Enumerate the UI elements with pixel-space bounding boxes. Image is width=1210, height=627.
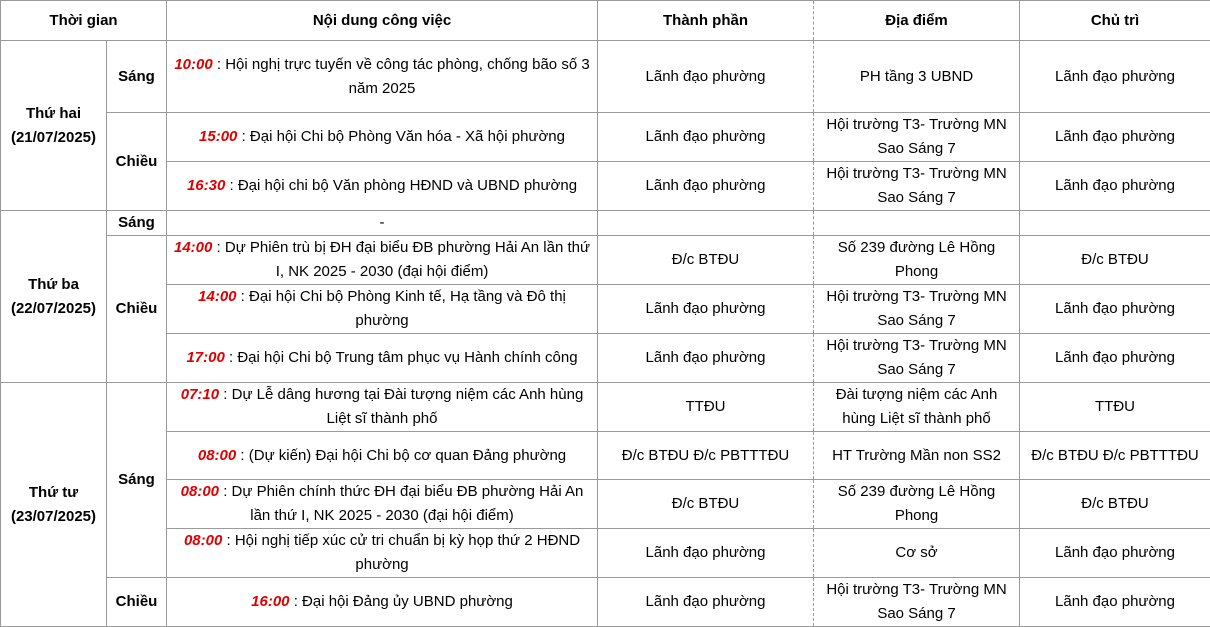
content-text: : Đại hội chi bộ Văn phòng HĐND và UBND phường [225,177,577,194]
content-text: : Dự Phiên trù bị ĐH đại biểu ĐB phường Hải An lần thứ I, NK 2025 - 2030 (đại hội điểm) [212,239,590,280]
content-cell [167,578,598,627]
location-cell: Hội trường T3- Trường MN Sao Sáng 7 [814,578,1020,627]
session-cell: Chiều [107,578,167,627]
chair-cell: Lãnh đạo phường [1020,578,1210,627]
participants-cell: Đ/c BTĐU [598,236,814,285]
location-cell: Hội trường T3- Trường MN Sao Sáng 7 [814,162,1020,211]
content-cell [167,432,598,480]
header-time: Thời gian [1,1,167,41]
content-text: - [380,214,385,231]
participants-cell: Lãnh đạo phường [598,578,814,627]
location-cell: Số 239 đường Lê Hồng Phong [814,236,1020,285]
content-text: : Hội nghị trực tuyến về công tác phòng, chống bão số 3 năm 2025 [213,56,590,97]
table-row [1,480,1210,529]
time-label: 14:00 [174,239,212,256]
day-date: (21/07/2025) [5,126,102,150]
chair-cell: Đ/c BTĐU [1020,236,1210,285]
session-cell: Sáng [107,211,167,236]
chair-cell: Lãnh đạo phường [1020,529,1210,578]
session-cell: Sáng [107,41,167,113]
time-label: 15:00 [199,128,237,145]
content-cell [167,480,598,529]
header-location: Địa điểm [814,1,1020,41]
chair-cell: Đ/c BTĐU [1020,480,1210,529]
day-cell [1,41,107,211]
table-row [1,529,1210,578]
location-cell: Hội trường T3- Trường MN Sao Sáng 7 [814,113,1020,162]
table-row [1,432,1210,480]
table-row [1,334,1210,383]
day-name: Thứ hai [5,102,102,126]
content-text: : Dự Phiên chính thức ĐH đại biểu ĐB phường Hải An lần thứ I, NK 2025 - 2030 (đại hội điểm) [219,483,583,524]
header-chair: Chủ trì [1020,1,1210,41]
participants-cell: Đ/c BTĐU [598,480,814,529]
participants-cell: Lãnh đạo phường [598,529,814,578]
day-cell [1,211,107,383]
chair-cell: Đ/c BTĐU Đ/c PBTTTĐU [1020,432,1210,480]
day-cell [1,383,107,627]
table-row [1,383,1210,432]
content-text: : Đại hội Chi bộ Phòng Văn hóa - Xã hội phường [237,128,565,145]
participants-cell [598,211,814,236]
header-content: Nội dung công việc [167,1,598,41]
content-cell [167,211,598,236]
header-participants: Thành phần [598,1,814,41]
table-row [1,236,1210,285]
chair-cell: Lãnh đạo phường [1020,334,1210,383]
location-cell: HT Trường Mần non SS2 [814,432,1020,480]
header-row [1,1,1210,41]
chair-cell [1020,211,1210,236]
table-row [1,113,1210,162]
time-label: 14:00 [198,288,236,305]
chair-cell: Lãnh đạo phường [1020,113,1210,162]
table-row [1,162,1210,211]
time-label: 16:30 [187,177,225,194]
location-cell: Đài tượng niệm các Anh hùng Liệt sĩ thành phố [814,383,1020,432]
participants-cell: Lãnh đạo phường [598,334,814,383]
chair-cell: TTĐU [1020,383,1210,432]
day-name: Thứ tư [5,481,102,505]
location-cell: Hội trường T3- Trường MN Sao Sáng 7 [814,285,1020,334]
participants-cell: TTĐU [598,383,814,432]
content-text: : Hội nghị tiếp xúc cử tri chuẩn bị kỳ họp thứ 2 HĐND phường [222,532,580,573]
session-cell: Chiều [107,236,167,383]
participants-cell: Lãnh đạo phường [598,41,814,113]
time-label: 16:00 [251,593,289,610]
location-cell: Hội trường T3- Trường MN Sao Sáng 7 [814,334,1020,383]
chair-cell: Lãnh đạo phường [1020,162,1210,211]
content-text: : Đại hội Chi bộ Trung tâm phục vụ Hành chính công [225,349,578,366]
table-row [1,285,1210,334]
session-cell: Sáng [107,383,167,578]
day-name: Thứ ba [5,273,102,297]
content-cell [167,334,598,383]
time-label: 08:00 [184,532,222,549]
time-label: 08:00 [198,447,236,464]
content-text: : Dự Lễ dâng hương tại Đài tượng niệm các Anh hùng Liệt sĩ thành phố [219,386,583,427]
content-cell [167,162,598,211]
table-row [1,211,1210,236]
time-label: 17:00 [186,349,224,366]
time-label: 10:00 [174,56,212,73]
table-row [1,578,1210,627]
participants-cell: Đ/c BTĐU Đ/c PBTTTĐU [598,432,814,480]
location-cell: Cơ sở [814,529,1020,578]
chair-cell: Lãnh đạo phường [1020,41,1210,113]
location-cell: PH tầng 3 UBND [814,41,1020,113]
day-date: (23/07/2025) [5,505,102,529]
participants-cell: Lãnh đạo phường [598,162,814,211]
participants-cell: Lãnh đạo phường [598,285,814,334]
participants-cell: Lãnh đạo phường [598,113,814,162]
content-cell [167,529,598,578]
content-cell [167,236,598,285]
chair-cell: Lãnh đạo phường [1020,285,1210,334]
day-date: (22/07/2025) [5,297,102,321]
content-cell [167,41,598,113]
time-label: 07:10 [181,386,219,403]
location-cell [814,211,1020,236]
content-cell [167,383,598,432]
time-label: 08:00 [181,483,219,500]
location-cell: Số 239 đường Lê Hồng Phong [814,480,1020,529]
table-row [1,41,1210,113]
content-cell [167,113,598,162]
content-text: : Đại hội Chi bộ Phòng Kinh tế, Hạ tầng và Đô thị phường [237,288,566,329]
content-cell [167,285,598,334]
session-cell: Chiều [107,113,167,211]
content-text: : Đại hội Đảng ủy UBND phường [290,593,513,610]
content-text: : (Dự kiến) Đại hội Chi bộ cơ quan Đảng phường [236,447,566,464]
